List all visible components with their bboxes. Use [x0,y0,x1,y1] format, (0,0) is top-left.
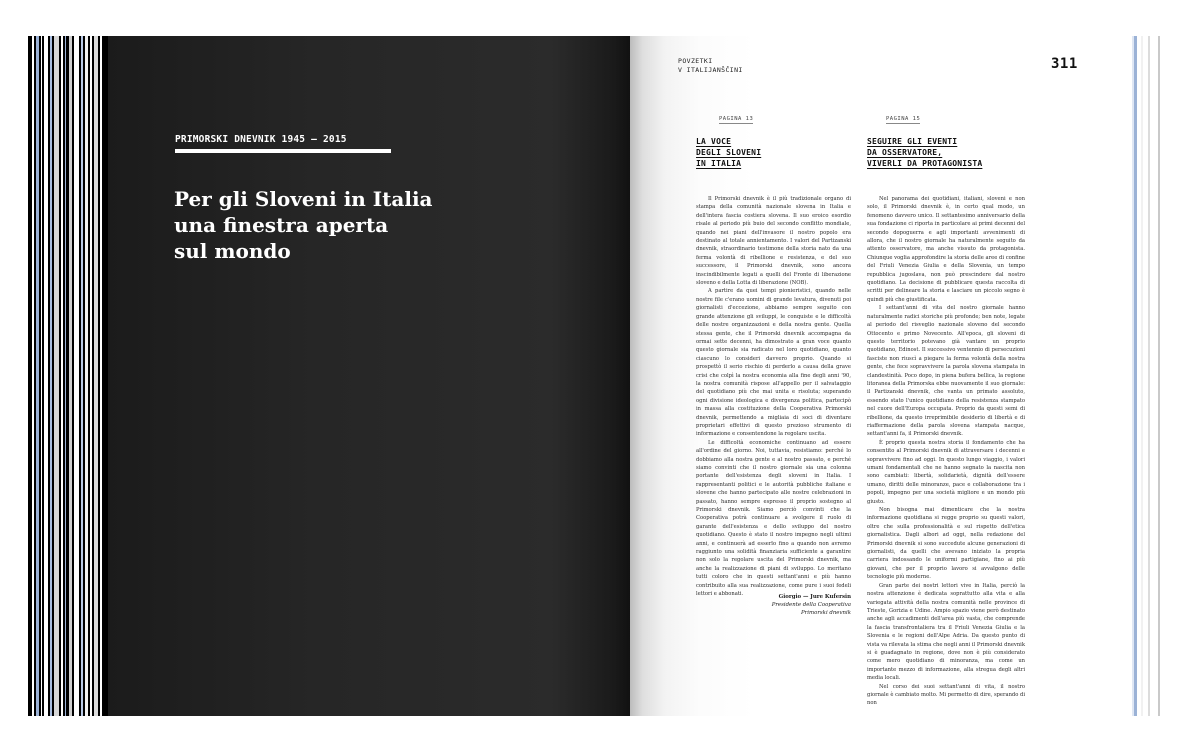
article-body [696,195,851,599]
signature-name: Giorgio — Jure Kufersin [778,594,851,600]
page-number: 311 [1051,56,1078,72]
book-spread [28,36,1172,716]
page-reference: PAGINA 15 [886,116,921,122]
page-title: Per gli Sloveni in Italia una finestra aperta sul mondo [174,187,433,263]
paragraph: Gran parte dei nostri lettori vive in Italia, perciò la nostra attenzione è dedicata soprattutto alla vita e alla variegata attività della nostra comunità nelle province di Trieste, Gorizia e Udine. Ampio spazio viene però destinato anche agli accadimenti dell'area più vasta, che comprende la fascia transfrontaliera tra il Friuli Venezia Giulia e la Slovenia e le regioni dell'Alpe Adria. Da questo punto di vista va rilevata la stima che negli anni il Primorski dnevnik si è guadagnato in regione, dove non è più considerato come mero quotidiano di minoranza, ma come un importante mezzo di informazione, alla stregua degli altri media locali. [867,582,1025,682]
left-page [108,36,630,716]
right-page [630,36,1130,716]
article-heading-text: LA VOCE DEGLI SLOVENI IN ITALIA [696,137,762,168]
paragraph: Il Primorski dnevnik è il più tradizionale organo di stampa della comunità nazionale slovena in Italia e dell'intera fascia costiera slovena. Il suo eroico esordio risale al periodo più buio del secondo conflitto mondiale, quando nei piani dell'invasore il nostro popolo era destinato al totale annientamento. I valori del Partizanski dnevnik, straordinario testimone della storia nato da una ferma volontà di ribellione e resistenza, e del suo successore, il Primorski dnevnik, sono ancora inscindibilmente legati a quelli del Fronte di liberazione sloveno e della Lotta di liberazione (NOB). [696,196,851,287]
article-heading [867,136,982,169]
paragraph: Nel corso dei suoi settant'anni di vita, il nostro giornale è cambiato molto. Mi permetto di dire, sperando di non [867,683,1025,707]
article-heading-text: SEGUIRE GLI EVENTI DA OSSERVATORE, VIVERLI DA PROTAGONISTA [867,137,983,168]
paragraph: Le difficoltà economiche continuano ad essere all'ordine del giorno. Noi, tuttavia, resistiamo: perché lo dobbiamo alla nostra gente e al nostro passato, e perché siamo convinti che il nostro giornale sia una colonna portante dell'esistenza degli sloveni in Italia. I rappresentanti politici e le autorità pubbliche italiane e slovene che hanno partecipato alle nostre celebrazioni in passato, hanno sempre espresso il proprio sostegno al Primorski dnevnik. Siamo perciò convinti che la Cooperativa potrà continuare a svolgere il ruolo di garante dell'esistenza e dello sviluppo del nostro quotidiano. Questo è stato il nostro impegno negli ultimi anni, e continuerà ad esserlo fino a quando non avremo raggiunto una solidità finanziaria sufficiente a garantire non solo la regolare uscita del Primorski dnevnik, ma anche la realizzazione di piani di sviluppo. Lo meritano tutti coloro che in questi settant'anni e più hanno contribuito alla sua realizzazione, come pure i suoi fedeli lettori e abbonati. [696,439,851,598]
right-page-edges [1130,36,1172,716]
page-reference: PAGINA 13 [719,116,754,122]
article-heading [696,136,761,169]
signature-organization: Primorski dnevnik [801,610,851,616]
paragraph: Nel panorama dei quotidiani, italiani, sloveni e non solo, il Primorski dnevnik è, in certo qual modo, un fenomeno davvero unico. Il settantesimo anniversario della sua fondazione ci riporta in particolare ai primi decenni del secondo dopoguerra e agli importanti avvenimenti di allora, che il nostro giornale ha naturalmente seguito da attento osservatore, ma anche vissuto da protagonista. Chiunque voglia approfondire la storia delle aree di confine del Friuli Venezia Giulia e della Slovenia, un tempo repubblica jugoslava, non può prescindere dal nostro quotidiano. La decisione di pubblicare questa raccolta di scritti per delineare la storia e lasciare un piccolo segno è quindi più che giustificata. [867,196,1025,303]
section-rule [175,149,391,153]
paragraph: È proprio questa nostra storia il fondamento che ha consentito al Primorski dnevnik di attraversare i decenni e sopravvivere fino ad oggi. In questo lungo viaggio, i valori umani fondamentali che ne hanno segnato la nascita non sono cambiati: libertà, solidarietà, dignità dell'essere umano, diritti delle minoranze, pace e collaborazione tra i popoli, impegno per una società migliore e un mondo più giusto. [867,439,1025,505]
signature-role: Presidente della Cooperativa [771,602,851,608]
running-head-text: POVZETKI V ITALIJANŠČINI [678,57,743,74]
section-label: PRIMORSKI DNEVNIK 1945 — 2015 [175,134,347,145]
paragraph: A partire da quei tempi pionieristici, quando nelle nostre file c'erano uomini di grande levatura, divenuti poi giornalisti d'eccezione, abbiamo sempre seguito con grande attenzione gli sviluppi, le conquiste e le difficoltà delle nostre organizzazioni e della nostra gente. Quella stessa gente, che il Primorski dnevnik accompagna da ormai sette decenni, ha dimostrato a gran voce quanto questo giornale sia radicato nel loro quotidiano, quanto ciascuno lo consideri davvero proprio. Quando si prospettò il serio rischio di perderlo a causa della grave crisi che colpì la nostra economia alla fine degli anni '90, la nostra comunità rispose all'appello per il salvataggio del quotidiano più che mai unita e risoluta; superando ogni divisione ideologica e divergenza politica, partecipò in massa alla costituzione della Cooperativa Primorski dnevnik, permettendo a migliaia di soci di diventare proprietari effettivi di questo prezioso strumento di informazione e consentendone la regolare uscita. [696,288,851,438]
paragraph: Non bisogna mai dimenticare che la nostra informazione quotidiana si regge proprio su questi valori, oltre che sulla professionalità e sul rispetto dell'etica giornalistica. Dagli albori ad oggi, nella redazione del Primorski dnevnik si sono succedute alcune generazioni di giornalisti, da quelli che avevano iniziato la propria carriera indossando le uniformi partigiane, fino ai più giovani, che per il proprio lavoro si avvalgono delle tecnologie più moderne. [867,507,1025,581]
paragraph: I settant'anni di vita del nostro giornale hanno naturalmente radici storiche più profonde; ben note, legate al periodo del risveglio nazionale sloveno del secondo Ottocento e primo Novecento. All'epoca, gli sloveni di questo territorio potevano già vantare un proprio quotidiano, Edinost. Il successivo ventennio di persecuzioni fasciste non riuscì a piegare la ferma volontà della nostra gente, che fece sopravvivere la parola slovena stampata in clandestinità. Poco dopo, in piena bufera bellica, la regione litoranea della Primorska ebbe nuovamente il suo giornale: il Partizanski dnevnik, che vanta un primato assoluto, essendo stato l'unico quotidiano della resistenza stampato nel cuore dell'Europa occupata. Proprio da questi semi di ribellione, da questo irreprimibile desiderio di libertà e di riaffermazione della parola slovena stampata nacque, settant'anni fa, il Primorski dnevnik. [867,305,1025,438]
running-head [678,57,743,75]
left-page-edges [28,36,108,716]
signature [696,593,851,617]
article-body [867,195,1025,708]
